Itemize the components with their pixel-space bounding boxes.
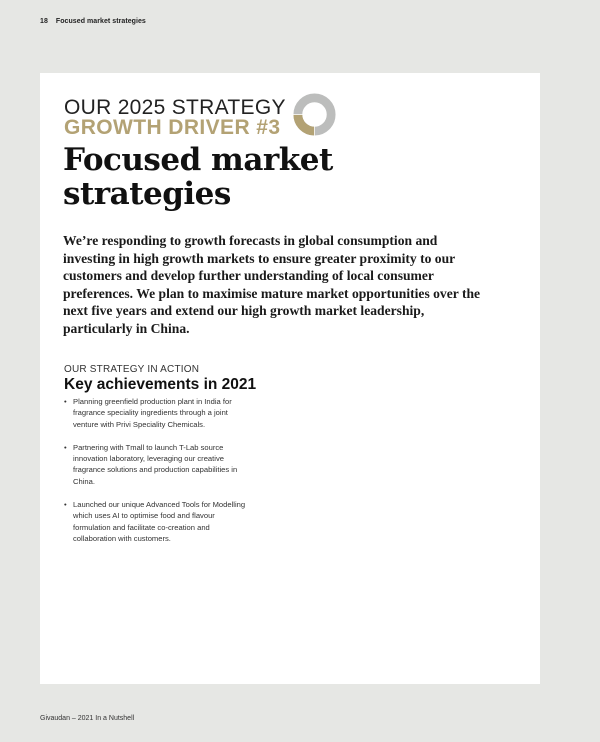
content-card [40,73,540,684]
page-footer: Givaudan – 2021 In a Nutshell [40,715,135,722]
lede-paragraph: We’re responding to growth forecasts in global consumption and investing in high growth markets to ensure greater proximity to our customers and develop further understanding of local consumer preferences. We plan to maximise mature market opportunities over the next five years and extend our high growth market leadership, particularly in China. [63,233,481,336]
growth-driver-label: GROWTH DRIVER #3 [64,116,281,139]
page-title [63,143,333,211]
list-item-text: Launched our unique Advanced Tools for Modelling which uses AI to optimise food and flavour formulation and facilitate co-creation and collaboration with customers. [73,500,246,543]
bullet-icon: • [64,397,67,406]
section-eyebrow: OUR STRATEGY IN ACTION [64,364,200,375]
bullet-icon: • [64,500,67,510]
list-item-text: Planning greenfield production plant in India for fragrance speciality ingredients through a joint venture with Privi Speciality Chemicals. [73,397,232,429]
list-item-text: Partnering with Tmall to launch T-Lab source innovation laboratory, leveraging our creative fragrance solutions and production capabilities in China. [73,442,238,486]
title-line-2: strategies [63,176,231,212]
list-item [64,396,249,430]
achievements-list [64,396,249,556]
running-header [40,18,146,25]
page-number: 18 [40,18,48,25]
progress-ring-icon [292,92,337,137]
list-item [64,442,249,487]
section-title: Key achievements in 2021 [64,376,257,393]
list-item [64,499,249,544]
running-header-section: Focused market strategies [55,18,146,25]
strategy-eyebrow: OUR 2025 STRATEGY [64,96,286,119]
title-line-1: Focused market [63,142,333,178]
bullet-icon: • [64,442,67,452]
